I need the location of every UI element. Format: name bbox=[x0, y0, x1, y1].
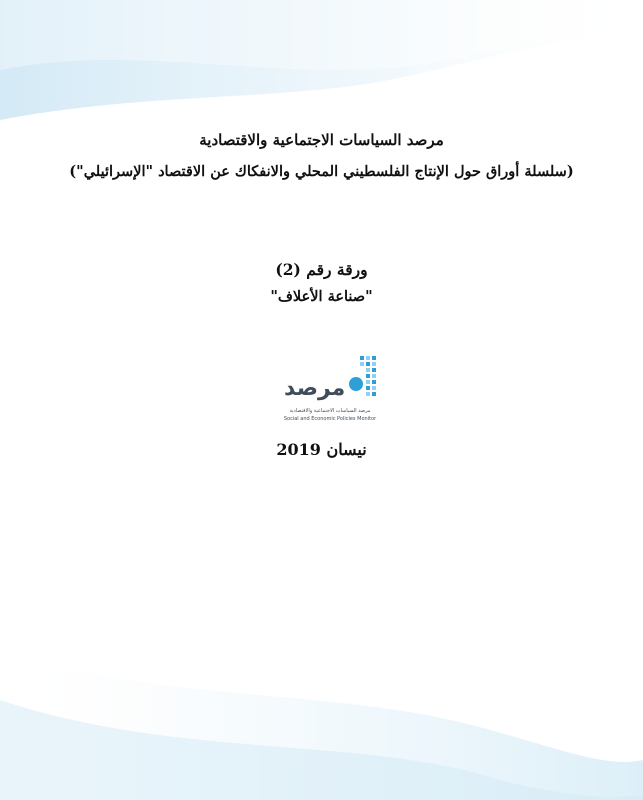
organization-logo bbox=[270, 350, 390, 432]
publication-date: نيسان 2019 bbox=[276, 440, 367, 459]
paper-title: "صناعة الأعلاف" bbox=[270, 288, 373, 305]
paper-number: ورقة رقم (2) bbox=[275, 260, 368, 279]
logo-wordmark: مرصد bbox=[284, 376, 346, 401]
logo-english-tagline: Social and Economic Policies Monitor bbox=[283, 416, 377, 422]
logo-arabic-tagline: مرصد السياسات الاجتماعية والاقتصادية bbox=[289, 408, 371, 414]
organization-name: مرصد السياسات الاجتماعية والاقتصادية bbox=[199, 131, 444, 149]
top-wave-highlight bbox=[0, 0, 643, 70]
series-title: (سلسلة أوراق حول الإنتاج الفلسطيني المحلي والانفكاك عن الاقتصاد "الإسرائيلي") bbox=[69, 163, 574, 180]
